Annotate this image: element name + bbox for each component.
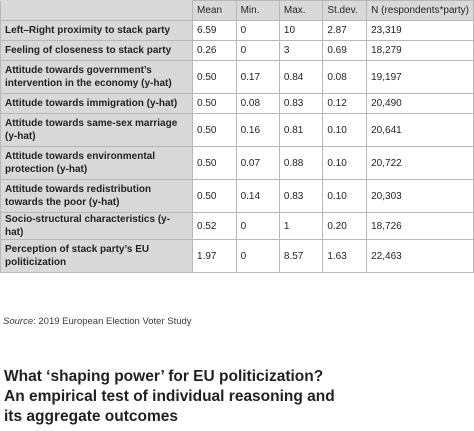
n-cell: 20,722 bbox=[367, 147, 474, 180]
min-cell: 0.07 bbox=[236, 147, 279, 180]
stdev-cell: 0.10 bbox=[323, 114, 367, 147]
stdev-cell: 0.10 bbox=[323, 180, 367, 213]
mean-cell: 0.52 bbox=[193, 213, 237, 240]
source-text: : 2019 European Election Voter Study bbox=[33, 316, 192, 327]
min-cell: 0.17 bbox=[236, 61, 279, 94]
n-cell: 20,303 bbox=[367, 180, 474, 213]
row-label: Attitude towards redistribution towards the poor (y-hat) bbox=[1, 180, 193, 213]
heading-line-1: What ‘shaping power’ for EU politicization? bbox=[4, 368, 324, 385]
min-cell: 0.08 bbox=[236, 94, 279, 114]
table-row bbox=[1, 21, 474, 41]
table-body bbox=[1, 21, 474, 273]
mean-cell: 0.26 bbox=[193, 41, 237, 61]
table-row bbox=[1, 147, 474, 180]
min-cell: 0 bbox=[236, 41, 279, 61]
min-cell: 0 bbox=[236, 21, 279, 41]
mean-cell: 0.50 bbox=[193, 94, 237, 114]
stdev-cell: 0.20 bbox=[323, 213, 367, 240]
row-label: Attitude towards environmental protection (y-hat) bbox=[1, 147, 193, 180]
row-label: Attitude towards immigration (y-hat) bbox=[1, 94, 193, 114]
table-source-note bbox=[3, 316, 192, 327]
n-cell: 22,463 bbox=[367, 240, 474, 273]
table-row bbox=[1, 41, 474, 61]
table-row bbox=[1, 213, 474, 240]
stdev-cell: 0.10 bbox=[323, 147, 367, 180]
row-label: Perception of stack party’s EU politicization bbox=[1, 240, 193, 273]
max-cell: 0.83 bbox=[279, 94, 322, 114]
max-cell: 0.88 bbox=[279, 147, 322, 180]
header-cell-mean: Mean bbox=[193, 1, 237, 21]
mean-cell: 1.97 bbox=[193, 240, 237, 273]
header-row bbox=[1, 1, 474, 21]
row-label: Attitude towards government’s intervention in the economy (y-hat) bbox=[1, 61, 193, 94]
header-cell-min: Min. bbox=[236, 1, 279, 21]
source-label: Source bbox=[3, 316, 34, 327]
row-label: Left–Right proximity to stack party bbox=[1, 21, 193, 41]
mean-cell: 6.59 bbox=[193, 21, 237, 41]
max-cell: 10 bbox=[279, 21, 322, 41]
table-row bbox=[1, 61, 474, 94]
row-label: Feeling of closeness to stack party bbox=[1, 41, 193, 61]
stdev-cell: 0.69 bbox=[323, 41, 367, 61]
min-cell: 0.14 bbox=[236, 180, 279, 213]
n-cell: 18,726 bbox=[367, 213, 474, 240]
table-header bbox=[1, 1, 474, 21]
header-cell-max: Max. bbox=[279, 1, 322, 21]
n-cell: 18,279 bbox=[367, 41, 474, 61]
max-cell: 0.83 bbox=[279, 180, 322, 213]
max-cell: 0.81 bbox=[279, 114, 322, 147]
mean-cell: 0.50 bbox=[193, 180, 237, 213]
table-row bbox=[1, 180, 474, 213]
header-cell-stdev: St.dev. bbox=[323, 1, 367, 21]
heading-line-2: An empirical test of individual reasoning and bbox=[4, 388, 335, 405]
table-row bbox=[1, 240, 474, 273]
section-heading bbox=[4, 367, 335, 427]
min-cell: 0.16 bbox=[236, 114, 279, 147]
table-row bbox=[1, 94, 474, 114]
mean-cell: 0.50 bbox=[193, 61, 237, 94]
max-cell: 3 bbox=[279, 41, 322, 61]
n-cell: 23,319 bbox=[367, 21, 474, 41]
stdev-cell: 0.12 bbox=[323, 94, 367, 114]
heading-line-3: its aggregate outcomes bbox=[4, 408, 178, 425]
stdev-cell: 1.63 bbox=[323, 240, 367, 273]
min-cell: 0 bbox=[236, 240, 279, 273]
mean-cell: 0.50 bbox=[193, 147, 237, 180]
min-cell: 0 bbox=[236, 213, 279, 240]
n-cell: 19,197 bbox=[367, 61, 474, 94]
max-cell: 8.57 bbox=[279, 240, 322, 273]
stdev-cell: 2.87 bbox=[323, 21, 367, 41]
max-cell: 0.84 bbox=[279, 61, 322, 94]
header-cell-n: N (respondents*party) bbox=[367, 1, 474, 21]
stdev-cell: 0.08 bbox=[323, 61, 367, 94]
table-row bbox=[1, 114, 474, 147]
n-cell: 20,490 bbox=[367, 94, 474, 114]
row-label: Socio-structural characteristics (y-hat) bbox=[1, 213, 193, 240]
max-cell: 1 bbox=[279, 213, 322, 240]
row-label: Attitude towards same-sex marriage (y-hat) bbox=[1, 114, 193, 147]
header-cell-blank bbox=[1, 1, 193, 21]
n-cell: 20,641 bbox=[367, 114, 474, 147]
mean-cell: 0.50 bbox=[193, 114, 237, 147]
